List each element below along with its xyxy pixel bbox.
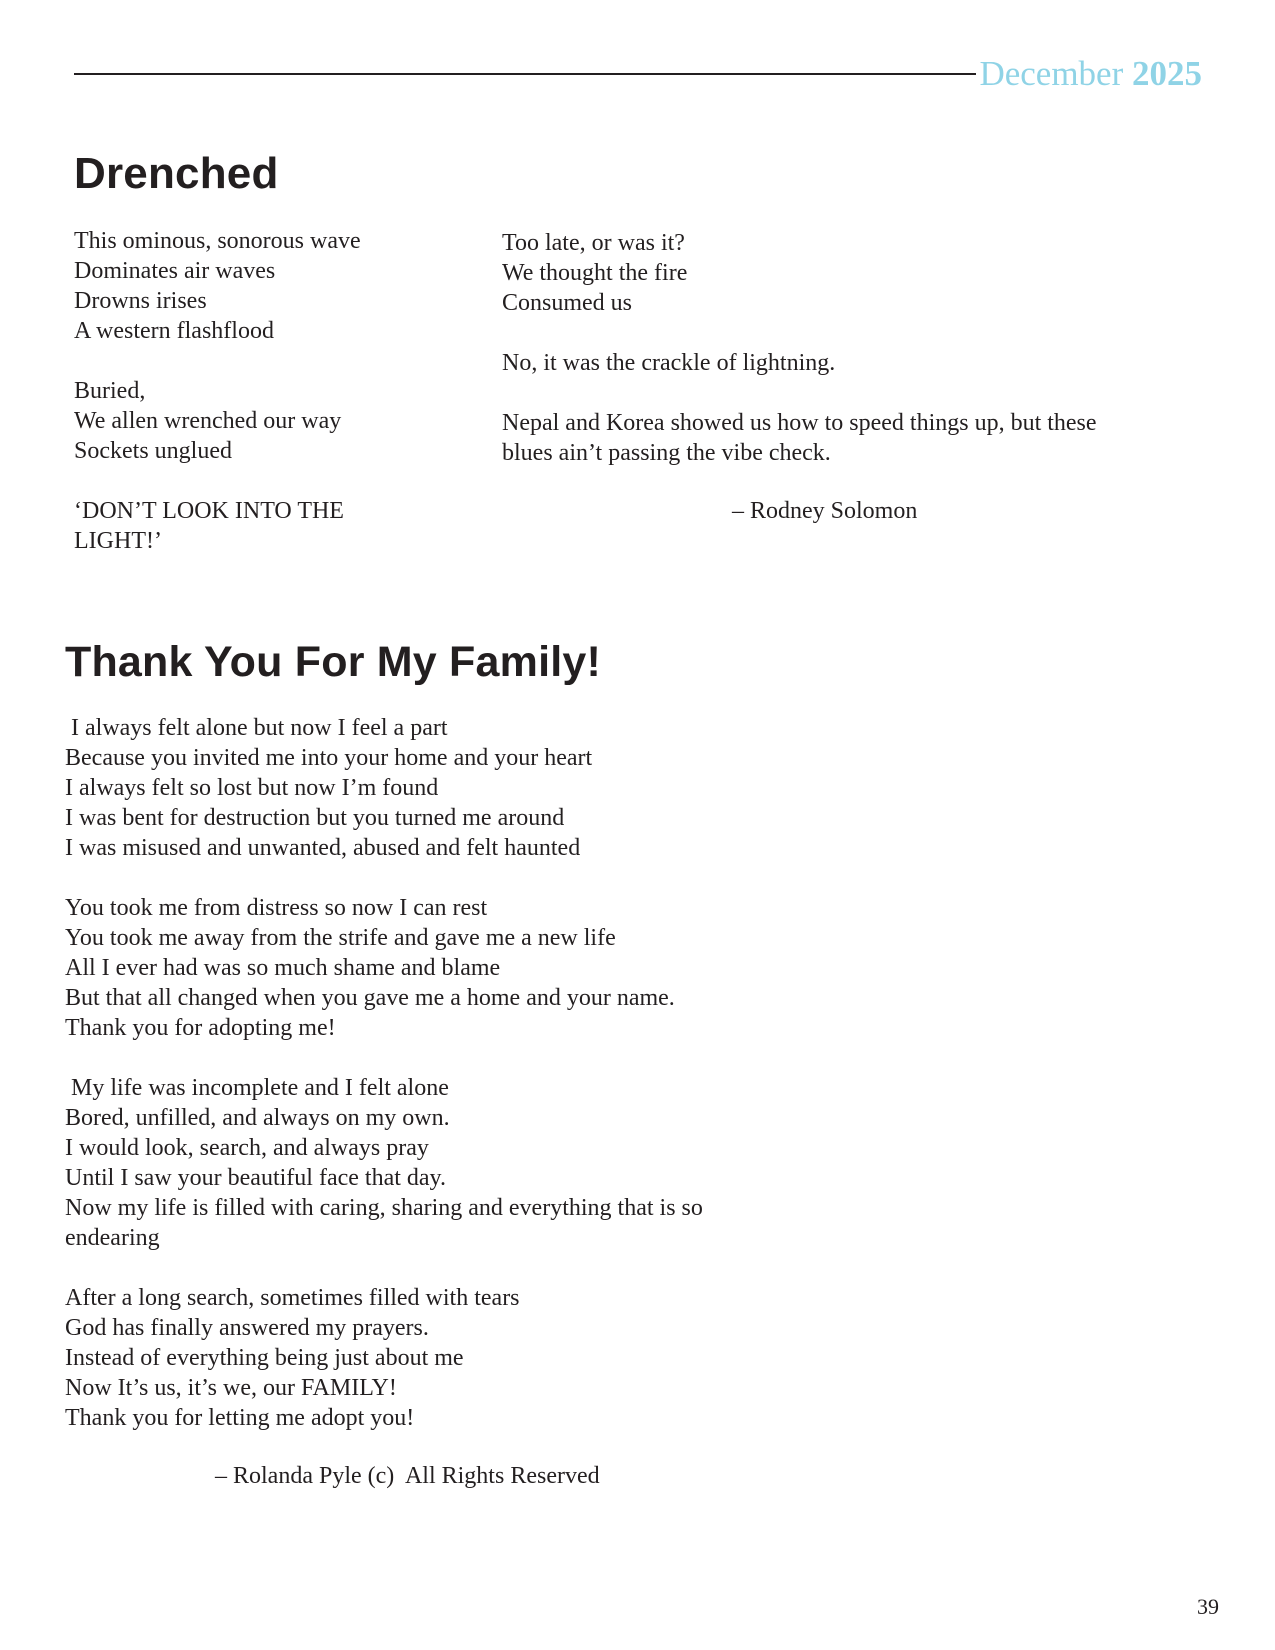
- poem-line: You took me from distress so now I can rest: [65, 895, 488, 921]
- poem-line: I would look, search, and always pray: [65, 1135, 429, 1161]
- drenched-right-column: [502, 228, 1142, 468]
- poem-title-drenched: Drenched: [74, 149, 279, 198]
- stanza-break: [65, 1253, 765, 1283]
- poem-line: Sockets unglued: [74, 438, 232, 464]
- poem-line: Now my life is filled with caring, sharing and everything that is so: [65, 1195, 703, 1221]
- poem-line: I always felt alone but now I feel a part: [65, 715, 448, 741]
- poem-line: blues ain’t passing the vibe check.: [502, 440, 831, 466]
- poem-line: ‘DON’T LOOK INTO THE: [74, 498, 344, 524]
- poem-line: A western flashflood: [74, 318, 274, 344]
- poem-line: Thank you for adopting me!: [65, 1015, 336, 1041]
- stanza-break: [74, 346, 414, 376]
- thank-you-poem-body: [65, 713, 765, 1433]
- header-rule: [74, 73, 976, 75]
- poem-line: Because you invited me into your home and your heart: [65, 745, 593, 771]
- poem-line: Drowns irises: [74, 288, 207, 314]
- poem-line: Nepal and Korea showed us how to speed things up, but these: [502, 410, 1097, 436]
- poem-line: endearing: [65, 1225, 160, 1251]
- page-number: 39: [1197, 1594, 1219, 1619]
- stanza-break: [502, 378, 1142, 408]
- poem-line: All I ever had was so much shame and blame: [65, 955, 501, 981]
- poem-line: Consumed us: [502, 290, 633, 316]
- poem-line: No, it was the crackle of lightning.: [502, 350, 836, 376]
- stanza-break: [74, 466, 414, 496]
- issue-month: December: [979, 54, 1124, 93]
- stanza-break: [65, 1043, 765, 1073]
- poem-line: God has finally answered my prayers.: [65, 1315, 429, 1341]
- poem-line: My life was incomplete and I felt alone: [65, 1075, 449, 1101]
- issue-year: 2025: [1132, 54, 1202, 93]
- drenched-attribution: – Rodney Solomon: [732, 498, 918, 524]
- poem-line: Instead of everything being just about me: [65, 1345, 464, 1371]
- poem-line: After a long search, sometimes filled with tears: [65, 1285, 520, 1311]
- stanza-break: [502, 318, 1142, 348]
- poem-line: Buried,: [74, 378, 146, 404]
- poem-line: Thank you for letting me adopt you!: [65, 1405, 415, 1431]
- poem-line: Bored, unfilled, and always on my own.: [65, 1105, 450, 1131]
- poem-line: Dominates air waves: [74, 258, 276, 284]
- poem-line: We allen wrenched our way: [74, 408, 342, 434]
- poem-title-thank-you: Thank You For My Family!: [65, 638, 602, 686]
- poem-line: Now It’s us, it’s we, our FAMILY!: [65, 1375, 397, 1401]
- issue-date: [979, 52, 1202, 96]
- poem-line: I was misused and unwanted, abused and felt haunted: [65, 835, 581, 861]
- thank-you-attribution: – Rolanda Pyle (c) All Rights Reserved: [215, 1463, 600, 1489]
- poem-line: We thought the fire: [502, 260, 688, 286]
- poem-line: You took me away from the strife and gave me a new life: [65, 925, 616, 951]
- poem-line: Until I saw your beautiful face that day.: [65, 1165, 446, 1191]
- poem-line: I always felt so lost but now I’m found: [65, 775, 439, 801]
- poem-line: But that all changed when you gave me a home and your name.: [65, 985, 675, 1011]
- poem-line: I was bent for destruction but you turned me around: [65, 805, 565, 831]
- drenched-left-column: [74, 226, 414, 556]
- poem-line: LIGHT!’: [74, 528, 162, 554]
- poem-line: This ominous, sonorous wave: [74, 228, 361, 254]
- stanza-break: [65, 863, 765, 893]
- poem-line: Too late, or was it?: [502, 230, 685, 256]
